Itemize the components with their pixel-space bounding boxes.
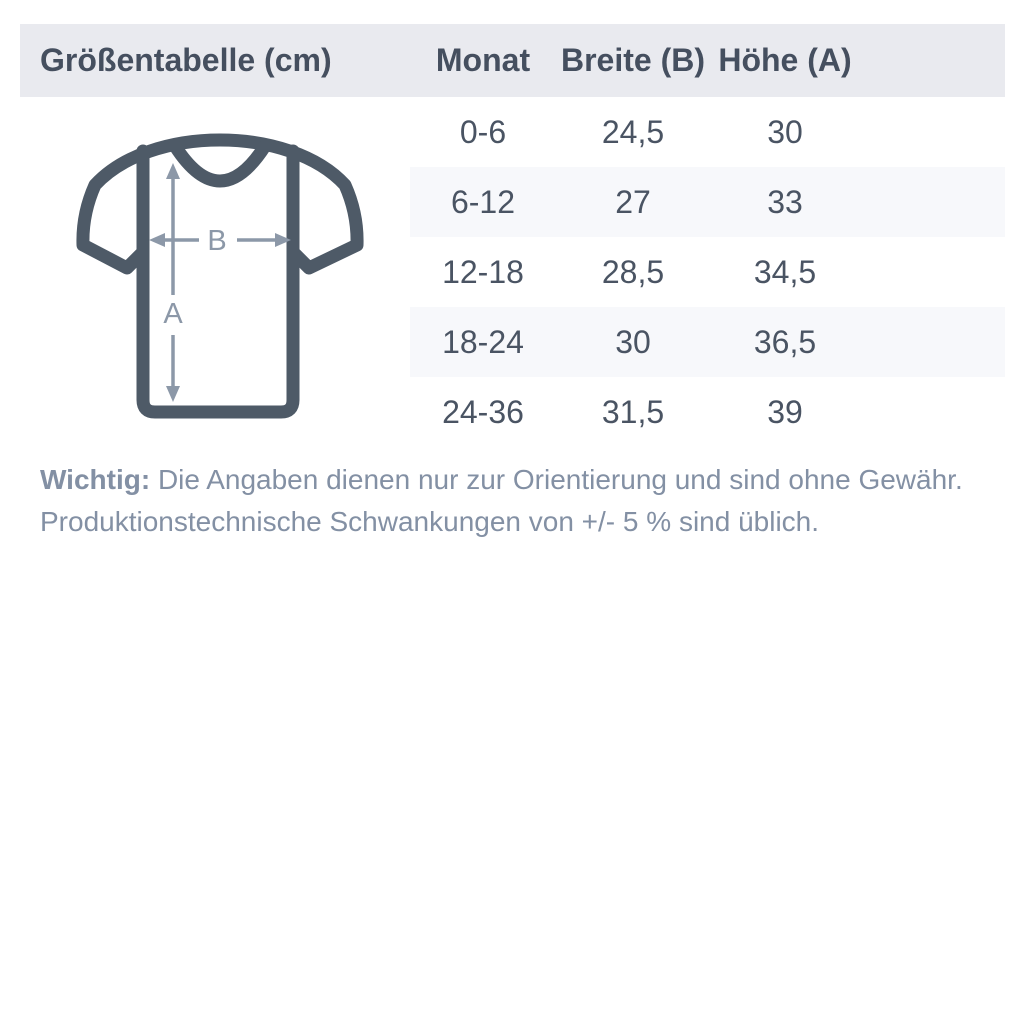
height-dimension-label: A (163, 298, 183, 330)
column-header-breite: Breite (B) (560, 42, 706, 78)
note-text-2: Produktionstechnische Schwankungen von +/- 5 % sind üblich. (40, 506, 820, 537)
note-line-1 (40, 459, 980, 501)
width-dimension-label: B (207, 225, 227, 257)
cell-breite: 28,5 (601, 254, 665, 290)
column-header-monat: Monat (435, 42, 531, 78)
cell-breite: 24,5 (601, 114, 665, 150)
table-row (410, 97, 1005, 167)
cell-hoehe: 34,5 (753, 254, 817, 290)
cell-monat: 24-36 (442, 394, 524, 430)
height-arrow-top-head (166, 163, 180, 179)
cell-hoehe: 30 (767, 114, 803, 150)
size-chart-title: Größentabelle (cm) (40, 42, 332, 78)
note-label: Wichtig: (40, 464, 151, 495)
cell-monat: 0-6 (459, 114, 507, 150)
note-text-1: Die Angaben dienen nur zur Orientierung und sind ohne Gewähr. (157, 464, 963, 495)
table-row (410, 377, 1005, 447)
height-arrow-bottom-head (166, 386, 180, 402)
tshirt-measure-diagram (65, 130, 375, 425)
tshirt-collar (175, 146, 265, 181)
width-arrow-left-head (149, 233, 165, 247)
size-chart-header-band (20, 24, 1005, 97)
column-header-hoehe: Höhe (A) (718, 42, 852, 78)
cell-hoehe: 33 (767, 184, 803, 220)
cell-breite: 30 (615, 324, 651, 360)
cell-breite: 31,5 (601, 394, 665, 430)
note-line-2 (40, 501, 980, 543)
table-row (410, 307, 1005, 377)
table-row (410, 167, 1005, 237)
cell-monat: 18-24 (442, 324, 524, 360)
cell-breite: 27 (615, 184, 651, 220)
cell-hoehe: 36,5 (753, 324, 817, 360)
cell-hoehe: 39 (767, 394, 803, 430)
cell-monat: 6-12 (450, 184, 516, 220)
table-row (410, 237, 1005, 307)
disclaimer-note (40, 459, 980, 543)
cell-monat: 12-18 (442, 254, 524, 290)
